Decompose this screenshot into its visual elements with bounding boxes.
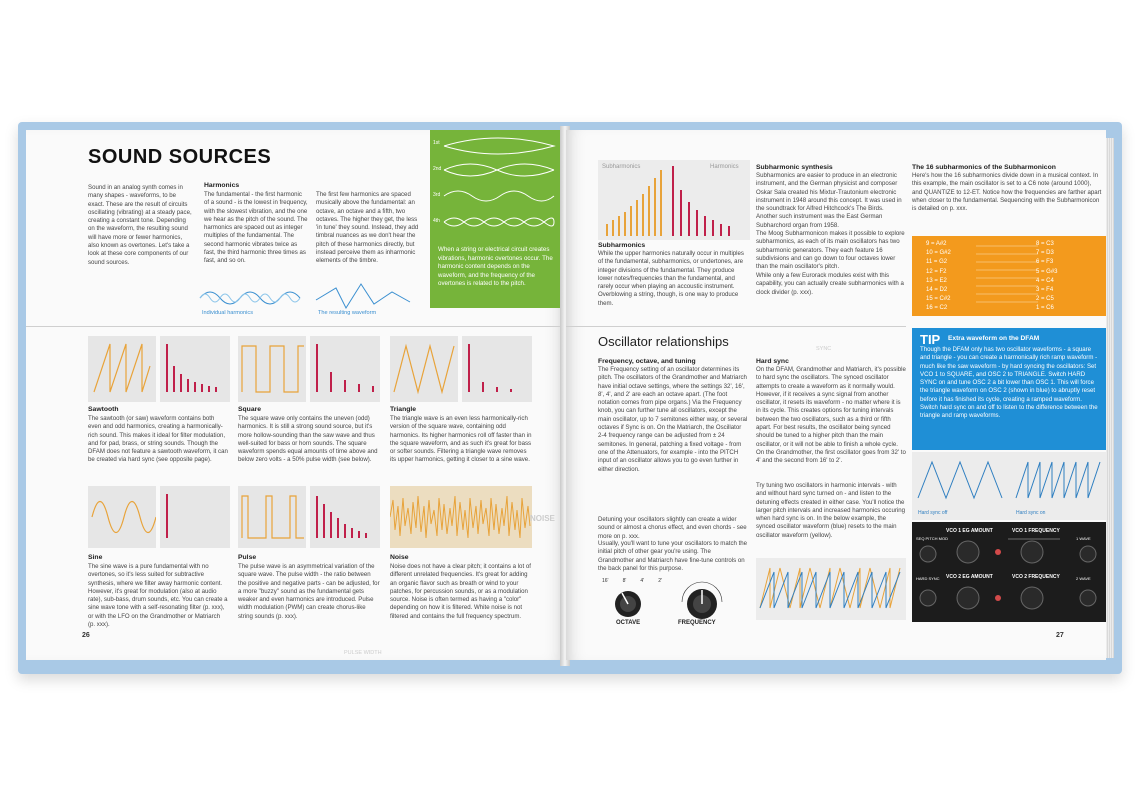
left-divider: [26, 326, 564, 327]
hard-sync-text-2: Try tuning two oscillators in harmonic intervals - with and without hard sync turned on - and listen to the detuning effects created in either case. You'll notice the larger pitch intervals and increased harmonics occuring when hard sync is on. In the below example, the synced oscillator waveform (blue) resets to the main oscillator waveform (yellow).: [756, 482, 906, 539]
sawtooth-spectrum-box: [160, 336, 230, 402]
sine-text: The sine wave is a pure fundamental with no overtones, so it's less suited for subtractive synthesis, where we filter away harmonic content. However, it's great for modulation (also at audio rate), sub-bass, drum sounds, etc. You can create a sine wave tone with a self-resonating filter (p. xxx), or with the LFO on the Grandmother or Matriarch (p. xxx).: [88, 563, 228, 629]
pulse-text: The pulse wave is an asymmetrical variation of the square wave. The pulse width - the ratio between the positive and negative parts - can be adjusted, for a more "buzzy" sound as the fundamental gets weaker and even harmonics are introduced. Pulse width modulation (PWM) can create chorus-like string sounds (p. xxx).: [238, 563, 380, 620]
sawtooth-text: The sawtooth (or saw) waveform contains both even and odd harmonics, creating a harmonically-rich sound. This makes it ideal for filter modulation, and for pad, brass, or string sounds. Though the DFAM does not feature a sawtooth waveform, it can be created via hard sync (see opposite page).: [88, 415, 228, 464]
note-cell: 5 = G#3: [1036, 268, 1058, 275]
note-cell: 15 = C#2: [926, 296, 951, 303]
note-cell: 8 = C3: [1036, 241, 1054, 247]
pulse-spectrum-box: [310, 486, 380, 548]
oscillator-relationships-title: Oscillator relationships: [598, 334, 729, 349]
harmonics-text-2: The first few harmonics are spaced musically above the fundamental: an octave, an octave and a fifth, two octaves. The higher they get, the less 'in tune' they sound. Instead, they add timbral nuances as we don't hear the pitch of these harmonics directly, but instead perceive them as inharmonic elements of the timbre.: [316, 191, 419, 265]
subharmonic-synthesis-text-2: The Moog Subharmonicon makes it possible to explore subharmonics, as each of its main oscillators has two subharmonic generators. They each feature 16 subdivisions and can go down to four octaves lower than the main oscillator's pitch.: [756, 230, 905, 271]
octave-tick: 4': [640, 578, 645, 584]
note-cell: 10 = G#2: [926, 250, 951, 257]
subharmonics-heading: Subharmonics: [598, 242, 646, 249]
panel-label: VCO 2 FREQUENCY: [1012, 574, 1060, 580]
hard-sync-waveform: [756, 558, 906, 620]
frequency-knob[interactable]: [674, 576, 730, 624]
panel-label: HARD SYNC: [916, 576, 940, 581]
hard-sync-text: On the DFAM, Grandmother and Matriarch, it's possible to hard sync the oscillators. The synced oscillator attempts to create a waveform as it normally would. However, if it receives a sync signal from another oscillator, it resets its waveform - no matter where it is in its cycle. This creates options for tuning intervals between the two oscillators, such as a third or fifth apart. For best results, the oscillator being synced should be tuned to a higher pitch than the main oscillator, or it will not be able to finish a whole cycle. On the Grandmother, the first oscillator goes from 32' to 4' and the second from 16' to 2'.: [756, 366, 906, 465]
dfam-ramp-waveform: [912, 452, 1106, 520]
note-cell: 4 = C4: [1036, 277, 1054, 284]
tip-title: TIP: [920, 332, 941, 347]
harmonics-green-box: [430, 130, 564, 308]
square-wave-box: [238, 336, 306, 402]
triangle-wave-box: [390, 336, 458, 402]
triangle-text: The triangle wave is an even less harmonically-rich version of the square wave, containing odd harmonics. Its higher harmonics roll off faster than in the square waveform, and as such it's great for bass or softer sounds. Filtering a triangle wave removes its upper harmonics, getting it closer to a sine wave.: [390, 415, 532, 464]
tip-box: [912, 328, 1106, 450]
note-cell: 3 = F4: [1036, 287, 1054, 294]
noise-heading: Noise: [390, 554, 409, 561]
right-divider: [566, 326, 906, 327]
note-column-right: [1036, 240, 1096, 314]
note-cell: 13 = E2: [926, 277, 947, 284]
page-number-left: 26: [82, 632, 90, 639]
panel-label: VCO 1 EG AMOUNT: [946, 528, 993, 534]
pulse-width-watermark: PULSE WIDTH: [344, 650, 382, 656]
right-page: [566, 130, 1106, 660]
subharmonic-synthesis-text: Subharmonics are easier to produce in an electronic instrument, and the German physicist and composer Oskar Sala created his Mixtur-Trautonium electronic instrument in 1948 around this concept. It was used in the soundtrack for Alfred Hitchcock's The Birds. Another such instrument was the East German Subharchord organ from 1958.: [756, 172, 902, 229]
note-cell: 14 = D2: [926, 287, 948, 294]
tip-text: Though the DFAM only has two oscillator waveforms - a square and triangle - you can create a harmonically rich ramp waveform - much like the saw waveform - by hard syncing the oscillators: Set VCO 1 to SQUARE, and OSC 2 to TRIANGLE. Switch HARD SYNC on and tune OSC 2 a bit lower than OSC 1. This will force the triangle waveform on OSC 2 (shown in blue) to abruptly reset before it has finished its cycle, creating a ramped waveform. Switch hard sync on and off to listen to the difference between the triangle and ramp waveforms.: [920, 346, 1098, 420]
panel-label: VCO 1 FREQUENCY: [1012, 528, 1060, 534]
string-vibration-illustration: [430, 134, 564, 238]
square-text: The square wave only contains the uneven (odd) harmonics. It is still a strong sound source, but it's more hollow-sounding than the saw wave and thus well-suited for bass or horn sounds. The square waveform spends equal amounts of time above and below zero volts - a 50% pulse width (see below).: [238, 415, 378, 464]
frequency-heading: Frequency, octave, and tuning: [598, 358, 696, 365]
panel-label: 2 WAVE: [1076, 576, 1091, 581]
green-label-1st: 1st: [433, 140, 440, 146]
pulse-heading: Pulse: [238, 554, 257, 561]
green-label-3rd: 3rd: [433, 192, 441, 198]
noise-watermark: NOISE: [530, 514, 555, 523]
sine-spectrum-box: [160, 486, 230, 548]
panel-label: SEQ PITCH MOD: [916, 536, 949, 541]
note-cell: 6 = F3: [1036, 259, 1054, 266]
sixteen-subharmonics-heading: The 16 subharmonics of the Subharmonicon: [912, 164, 1056, 171]
sync-watermark: SYNC: [816, 346, 832, 352]
left-page: [26, 130, 565, 660]
sawtooth-heading: Sawtooth: [88, 406, 119, 413]
sine-wave-box: [88, 486, 156, 548]
note-cell: 9 = A#2: [926, 241, 947, 247]
note-cell: 2 = C5: [1036, 296, 1054, 303]
note-cell: 7 = D3: [1036, 250, 1054, 257]
green-box-text: When a string or electrical circuit creates vibrations, harmonic overtones occur. The harmonic content depends on the waveform, and the frequency of the overtones is related to the pitch.: [438, 246, 553, 287]
tip-subtitle: Extra waveform on the DFAM: [948, 335, 1040, 342]
octave-ticks: [602, 578, 662, 584]
sawtooth-wave-box: [88, 336, 156, 402]
octave-label: OCTAVE: [616, 620, 641, 626]
hard-sync-heading: Hard sync: [756, 358, 789, 365]
sixteen-subharmonics-text: Here's how the 16 subharmonics divide down in a musical context. In this example, the main oscillator is set to a C6 note (around 1000), and QUANTIZE to 12-ET. Notice how the frequencies are farther apart when closer to the fundamental. Sequencing with the Subharmonicon is detailed on p. xxx.: [912, 172, 1102, 213]
green-label-2nd: 2nd: [433, 166, 442, 172]
panel-label: VCO 2 EG AMOUNT: [946, 574, 993, 580]
triangle-heading: Triangle: [390, 406, 417, 413]
subharmonics-text: While the upper harmonics naturally occur in multiples of the fundamental, subharmonics, or undertones, are integer divisions of the fundamental. They produce lower notes/frequencies than the fundamental, and rarely occur when playing an accoustic instrument. Overblowing a string, though, is one way to produce them.: [598, 250, 744, 307]
triangle-spectrum-box: [462, 336, 532, 402]
frequency-text: The Frequency setting of an oscillator determines its pitch. The oscillators of the Grandmother and Matriarch have initial octave settings, where the settings 32', 16', 8', 4', and 2' are each an octave apart. (The foot notation comes from pipe organs.) Via the Frequency knob, you can further tune all oscillators, except the main oscillator, up to 7 semitones either way, or several octaves if Sync is on. On the Matriarch, the Oscillator 2-4 frequency range can be adjusted from ± 24 semitones. In general, patching a fixed voltage - from one of the Attenuators, for example - into the PITCH input of an oscillator allows you to go even further in either direction.: [598, 366, 748, 473]
panel-label: 1 WAVE: [1076, 536, 1091, 541]
noise-wave-box: [390, 486, 532, 548]
hard-sync-on-label: Hard sync on: [1016, 510, 1046, 516]
harmonics-chart-label: Harmonics: [710, 164, 739, 170]
octave-knob[interactable]: [602, 578, 662, 626]
hard-sync-off-label: Hard sync off: [918, 510, 948, 516]
frequency-text-3: Usually, you'll want to tune your oscillators to match the initial pitch of other gear you're using. The Grandmother and Matriarch have fine-tune controls on the back panel for this purpose.: [598, 540, 748, 572]
sine-heading: Sine: [88, 554, 103, 561]
frequency-label: FREQUENCY: [678, 620, 716, 626]
square-heading: Square: [238, 406, 262, 413]
square-spectrum-box: [310, 336, 380, 402]
note-cell: 16 = C2: [926, 305, 948, 312]
note-cell: 11 = G2: [926, 259, 948, 266]
octave-tick: 2': [658, 578, 662, 584]
octave-tick: 16': [602, 578, 609, 584]
subharmonics-chart-label: Subharmonics: [602, 164, 641, 170]
green-label-4th: 4th: [433, 218, 440, 224]
frequency-text-2: Detuning your oscillators slightly can create a wider sound or almost a chorus effect, and even chords - see more on p. xxx.: [598, 516, 747, 540]
pulse-wave-box: [238, 486, 306, 548]
octave-tick: 8': [622, 578, 627, 584]
note-cell: 12 = F2: [926, 268, 947, 275]
page-title: SOUND SOURCES: [88, 146, 272, 168]
note-cell: 1 = C6: [1036, 305, 1054, 312]
caption-resulting-waveform: The resulting waveform: [318, 310, 377, 316]
harmonics-heading: Harmonics: [204, 182, 240, 189]
subharmonic-synthesis-heading: Subharmonic synthesis: [756, 164, 833, 171]
page-number-right: 27: [1056, 632, 1064, 639]
caption-individual-harmonics: Individual harmonics: [202, 310, 253, 316]
intro-text: Sound in an analog synth comes in many shapes - waveforms, to be exact. These are the result of circuits oscillating (vibrating) at a steady pace, creating a constant tone. Depending on the waveform, the resulting sound will have more or fewer harmonics, also known as overtones. Let's take a look at these core components of our sound sources.: [88, 184, 192, 266]
dfam-panel-photo: [912, 522, 1106, 622]
subharmonic-synthesis-text-3: While only a few Eurorack modules exist with this capability, you can actually create subharmonics with a clock divider (p. xxx).: [756, 272, 904, 296]
harmonics-text: The fundamental - the first harmonic of a sound - is the lowest in frequency, with the slowest vibration, and the one we hear as the pitch of the sound. The harmonics are spaced out as integer multiples of the fundamental. The second harmonic vibrates twice as fast, the third harmonic three times as fast, and so on.: [204, 191, 308, 265]
subharmonic-note-table: [912, 236, 1106, 316]
noise-text: Noise does not have a clear pitch; it contains a lot of different unrelated frequencies. It's great for adding an organic flavor such as breath or wind to your patches, for percussion sounds, or as a modulation source. Noise is often termed as having a "color" depending on how it is filtered. White noise is not filtered and contains the full frequency spectrum.: [390, 563, 531, 620]
subharmonics-chart: [598, 160, 750, 240]
